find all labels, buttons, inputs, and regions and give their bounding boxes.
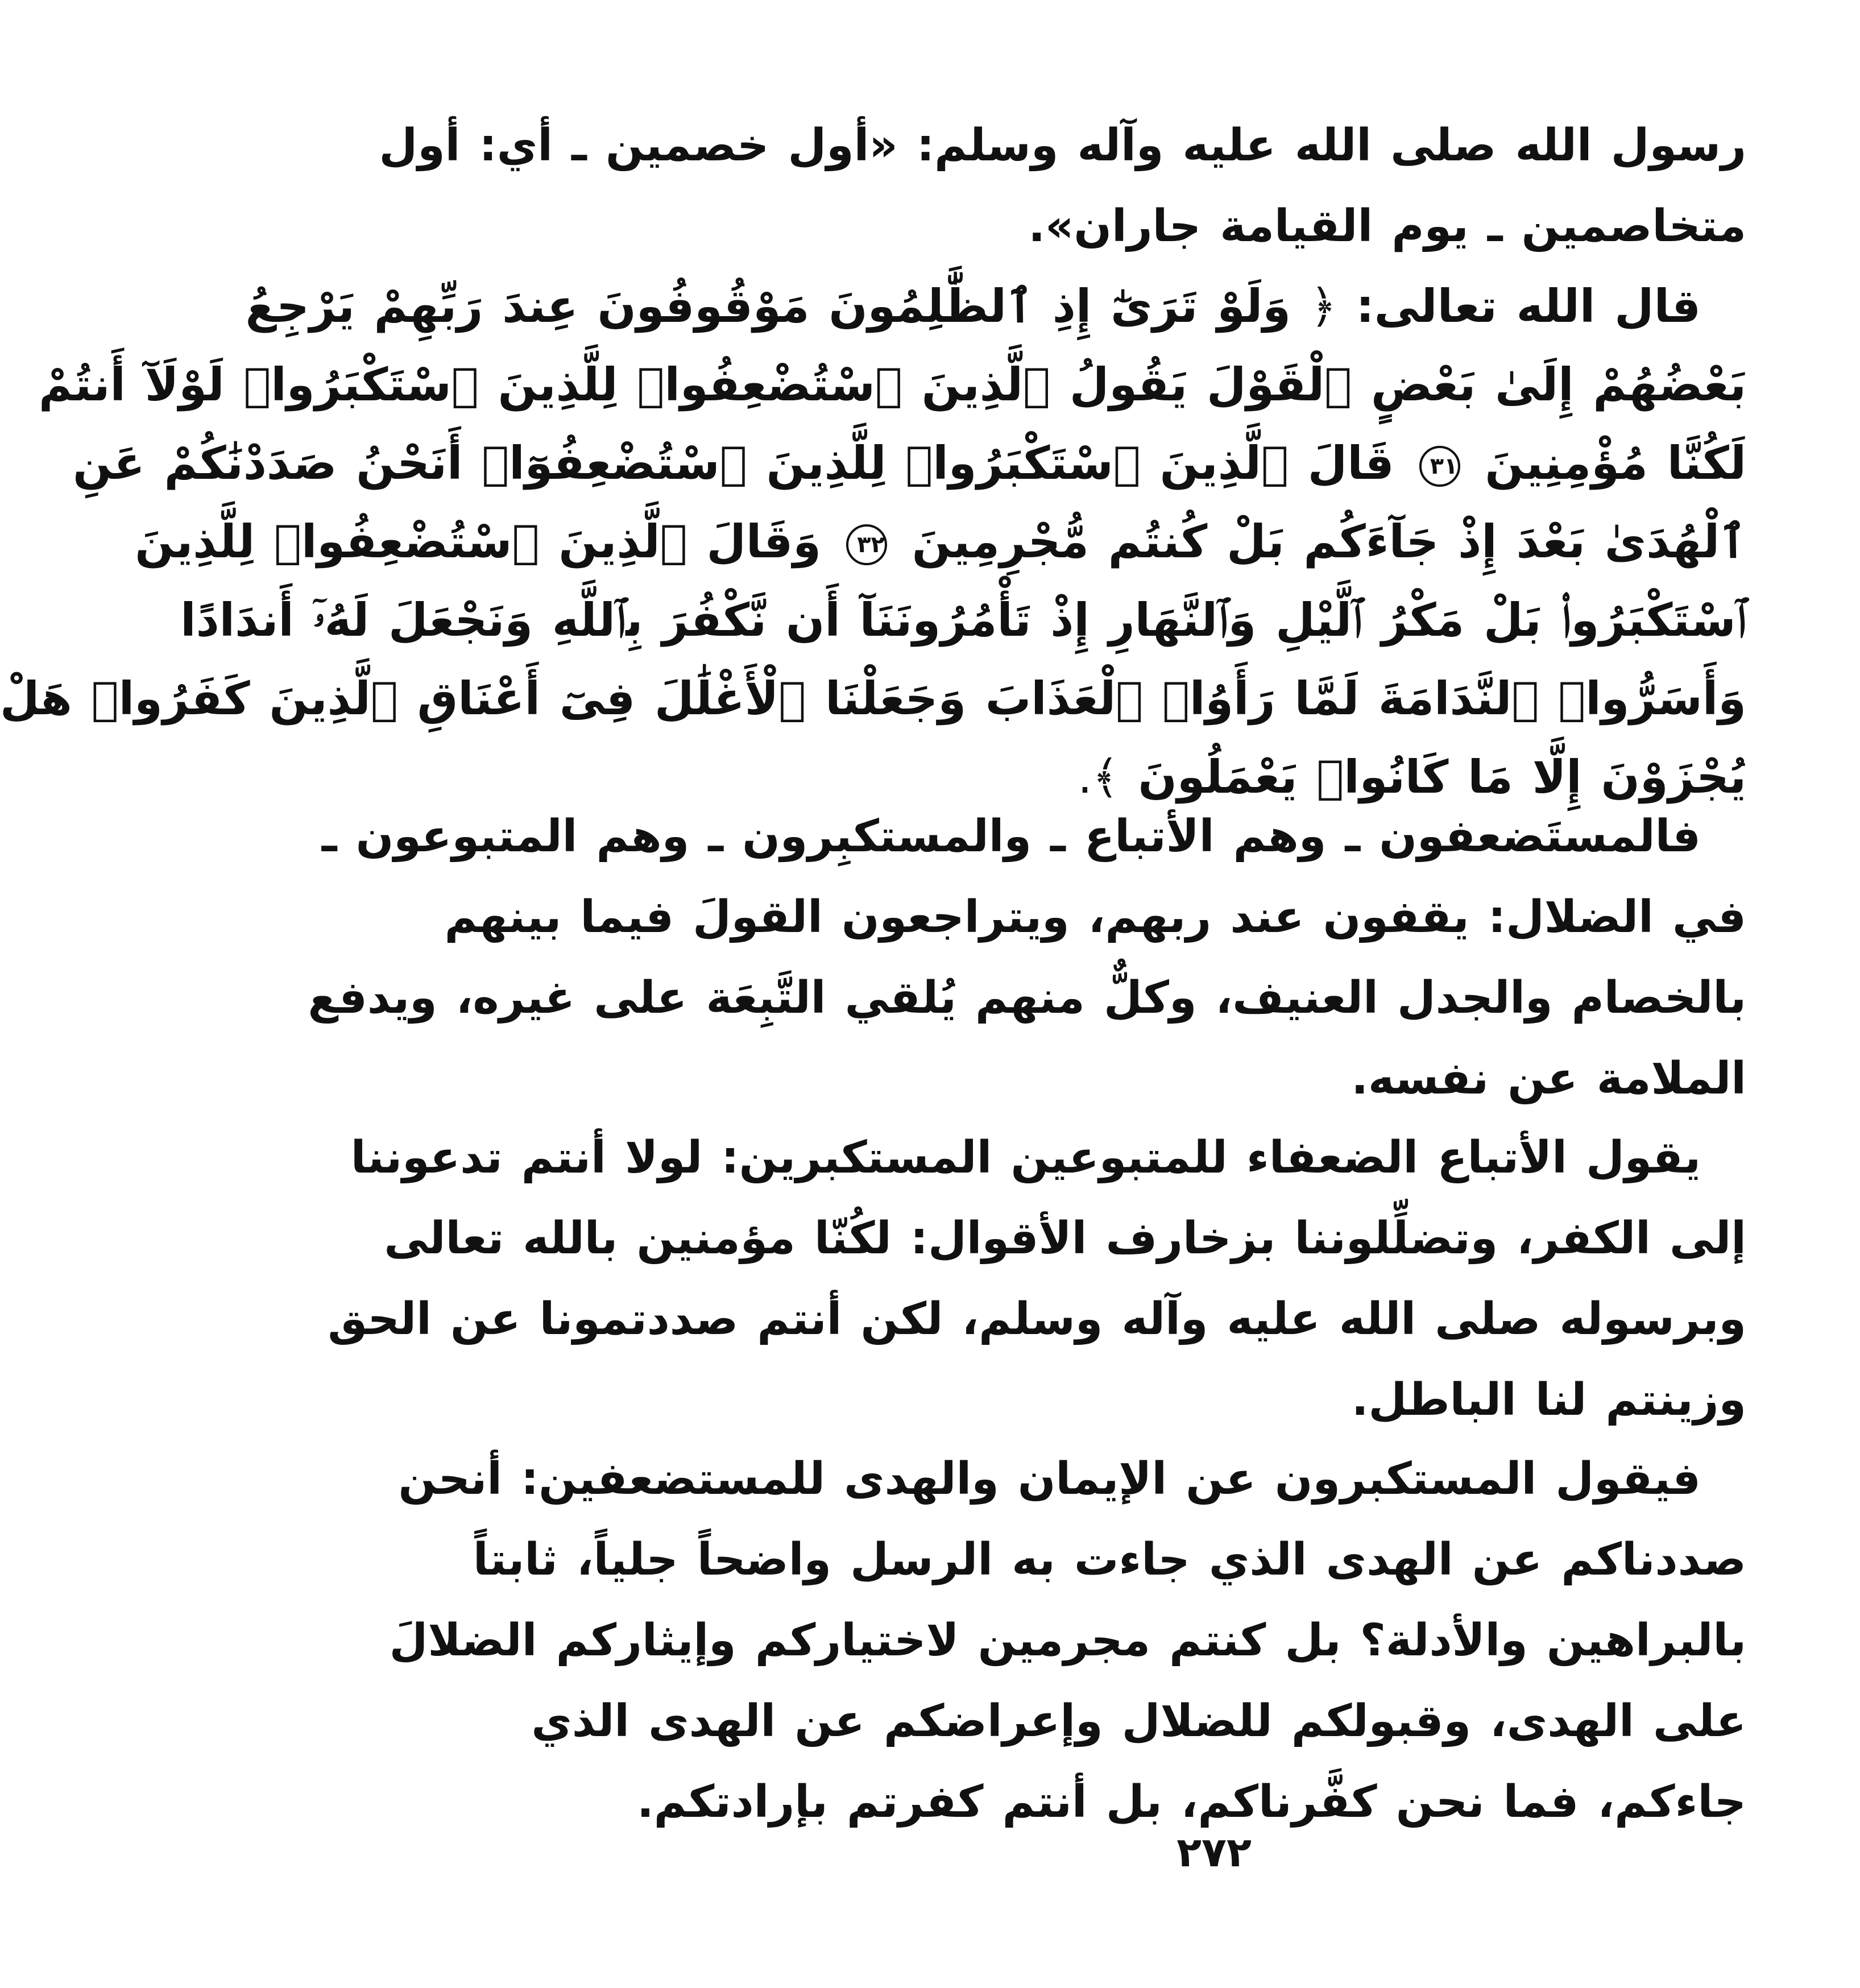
verse-lead: قال الله تعالى: <box>1356 280 1701 333</box>
paragraph-3 <box>389 1439 1746 1842</box>
verse-text: لَكُنَّا مُؤْمِنِينَ <box>1485 437 1746 490</box>
paragraph-1 <box>308 796 1746 1119</box>
quran-open-bracket: ﴿ <box>1310 280 1337 333</box>
text-line: متخاصمين ـ يوم القيامة جاران». <box>1028 201 1746 252</box>
text-line: فيقول المستكبرون عن الإيمان والهدى للمستضعفين: أنحن <box>398 1453 1701 1505</box>
text-line: الملامة عن نفسه. <box>1351 1053 1746 1104</box>
verse-line: وَأَسَرُّوا۟ ٱلنَّدَامَةَ لَمَّا رَأَوُا۟ ٱلْعَذَابَ وَجَعَلْنَا ٱلْأَغْلَٰلَ فِىٓ أَعْنَاقِ ٱلَّذِينَ كَفَرُوا۟ هَلْ <box>0 672 1746 725</box>
text-line: وزينتم لنا الباطل. <box>1351 1374 1746 1426</box>
page-number: ٢٧٢ <box>1177 1828 1252 1876</box>
intro-paragraph <box>379 105 1746 267</box>
verse-line <box>245 267 1746 346</box>
text-line: في الضلال: يقفون عند ربهم، ويتراجعون القولَ فيما بينهم <box>444 892 1746 943</box>
text-line: صددناكم عن الهدى الذي جاءت به الرسل واضحاً جلياً، ثابتاً <box>473 1534 1746 1585</box>
verse-line <box>73 424 1746 503</box>
text-line: رسول الله صلى الله عليه وآله وسلم: «أول خصمين ـ أي: أول <box>379 120 1746 171</box>
text-line: إلى الكفر، وتضلِّلوننا بزخارف الأقوال: لكُنّا مؤمنين بالله تعالى <box>384 1213 1746 1264</box>
verse-text: ٱلْهُدَىٰ بَعْدَ إِذْ جَآءَكُم بَلْ كُنتُم مُّجْرِمِينَ <box>912 515 1746 568</box>
text-line: وبرسوله صلى الله عليه وآله وسلم، لكن أنتم صددتمونا عن الحق <box>328 1294 1746 1345</box>
verse-text: وَلَوْ تَرَىٰٓ إِذِ ٱلظَّٰلِمُونَ مَوْقُوفُونَ عِندَ رَبِّهِمْ يَرْجِعُ <box>245 280 1291 333</box>
verse-line <box>135 503 1746 581</box>
text-line: فالمستَضعفون ـ وهم الأتباع ـ والمستكبِرون ـ وهم المتبوعون ـ <box>321 811 1701 862</box>
text-line: بالبراهين والأدلة؟ بل كنتم مجرمين لاختياركم وإيثاركم الضلالَ <box>389 1615 1746 1666</box>
verse-text: قَالَ ٱلَّذِينَ ٱسْتَكْبَرُوا۟ لِلَّذِينَ ٱسْتُضْعِفُوٓا۟ أَنَحْنُ صَدَدْنَٰكُمْ عَنِ <box>73 437 1394 490</box>
verse-line: بَعْضُهُمْ إِلَىٰ بَعْضٍ ٱلْقَوْلَ يَقُولُ ٱلَّذِينَ ٱسْتُضْعِفُوا۟ لِلَّذِينَ ٱسْتَكْبَرُوا۟ لَوْلَآ أَنتُمْ <box>39 358 1746 411</box>
text-line: بالخصام والجدل العنيف، وكلٌّ منهم يُلقي التَّبِعَة على غيره، ويدفع <box>308 972 1746 1024</box>
verse-text: وَقَالَ ٱلَّذِينَ ٱسْتُضْعِفُوا۟ لِلَّذِينَ <box>135 515 822 568</box>
paragraph-2 <box>328 1117 1746 1440</box>
quran-verse-block <box>0 267 1746 817</box>
text-line: جاءكم، فما نحن كفَّرناكم، بل أنتم كفرتم بإرادتكم. <box>637 1776 1746 1828</box>
ayah-number-marker: ٣٢ <box>846 524 887 565</box>
verse-line: ٱسْتَكْبَرُوا۟ بَلْ مَكْرُ ٱلَّيْلِ وَٱلنَّهَارِ إِذْ تَأْمُرُونَنَآ أَن نَّكْفُرَ بِٱللَّهِ وَنَجْعَلَ لَهُۥٓ أَندَادًا <box>180 594 1746 647</box>
quran-close-bracket: ﴾. <box>1078 751 1119 804</box>
ayah-number-marker: ٣١ <box>1419 446 1460 487</box>
text-line: على الهدى، وقبولكم للضلال وإعراضكم عن الهدى الذي <box>531 1696 1746 1747</box>
verse-text: يُجْزَوْنَ إِلَّا مَا كَانُوا۟ يَعْمَلُونَ <box>1138 751 1746 804</box>
text-line: يقول الأتباع الضعفاء للمتبوعين المستكبرين: لولا أنتم تدعوننا <box>350 1132 1701 1183</box>
